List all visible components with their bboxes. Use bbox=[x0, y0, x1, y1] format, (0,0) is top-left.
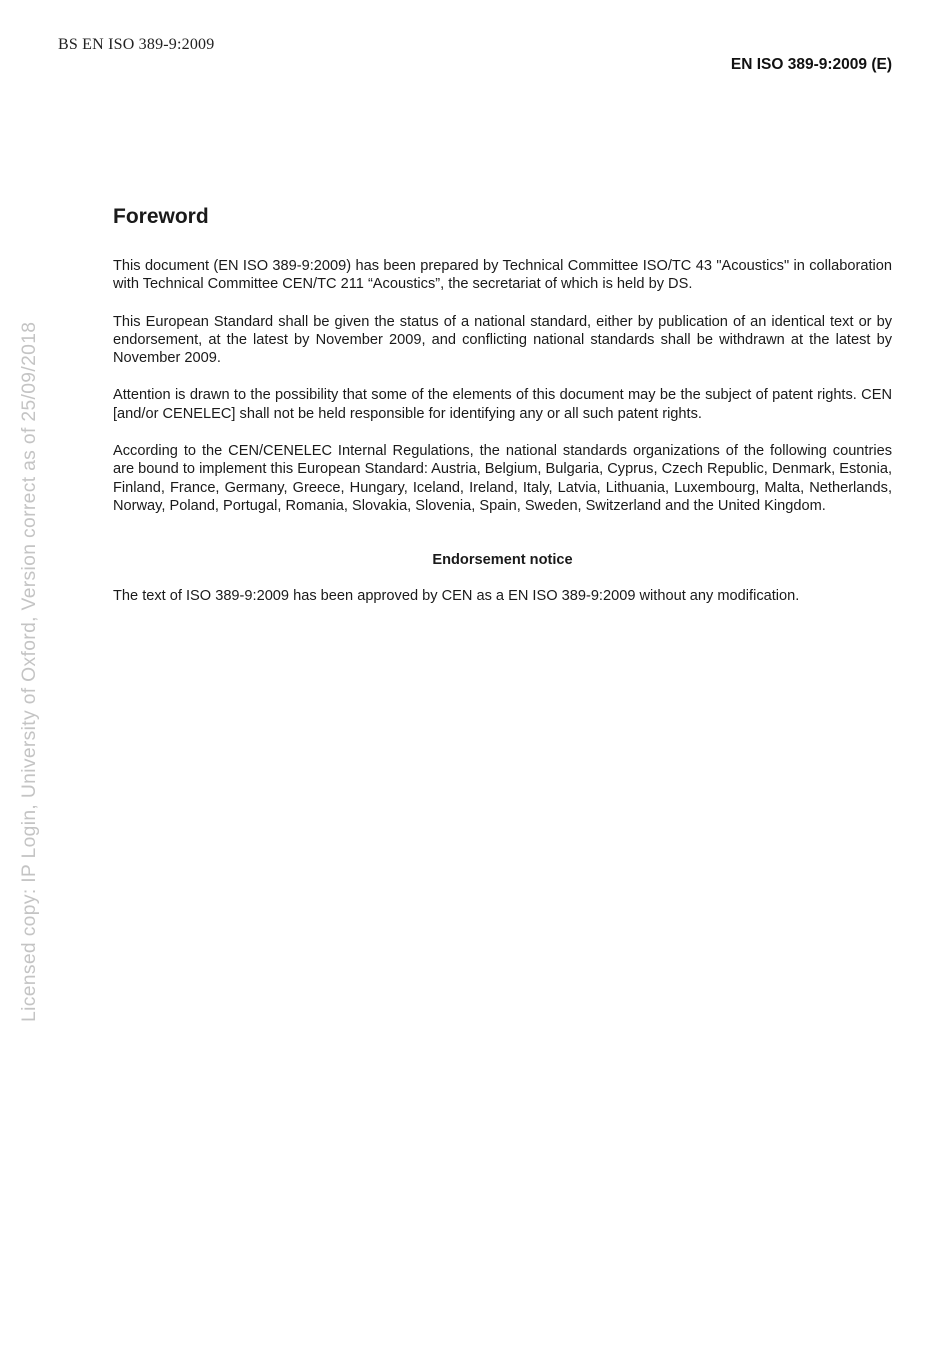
page-body bbox=[113, 205, 892, 625]
foreword-paragraph-2: This European Standard shall be given the status of a national standard, either by publication of an identical text or by endorsement, at the latest by November 2009, and conflicting national standards shall be withdrawn at the latest by November 2009. bbox=[113, 313, 892, 367]
foreword-paragraph-1: This document (EN ISO 389-9:2009) has been prepared by Technical Committee ISO/TC 43 "Acoustics" in collaboration with Technical Committee CEN/TC 211 “Acoustics”, the secretariat of which is held by DS. bbox=[113, 258, 892, 293]
document-id-header: EN ISO 389-9:2009 (E) bbox=[730, 56, 892, 73]
endorsement-heading: Endorsement notice bbox=[432, 552, 573, 569]
endorsement-text: The text of ISO 389-9:2009 has been approved by CEN as a EN ISO 389-9:2009 without any modification. bbox=[113, 588, 800, 605]
license-watermark: Licensed copy: IP Login, University of Oxford, Version correct as of 25/09/2018 bbox=[19, 321, 40, 1022]
foreword-paragraph-4: According to the CEN/CENELEC Internal Regulations, the national standards organizations of the following countries are bound to implement this European Standard: Austria, Belgium, Bulgaria, Cyprus, Czech Republic, Denmark, Estonia, Finland, France, Germany, Greece, Hungary, Iceland, Ireland, Italy, Latvia, Lithuania, Luxembourg, Malta, Netherlands, Norway, Poland, Portugal, Romania, Slovakia, Slovenia, Spain, Sweden, Switzerland and the United Kingdom. bbox=[113, 443, 892, 514]
page-title: Foreword bbox=[113, 205, 209, 228]
foreword-paragraph-3: Attention is drawn to the possibility that some of the elements of this document may be the subject of patent rights. CEN [and/or CENELEC] shall not be held responsible for identifying any or all such patent rights. bbox=[113, 387, 892, 422]
bs-reference-header: BS EN ISO 389-9:2009 bbox=[58, 36, 215, 53]
